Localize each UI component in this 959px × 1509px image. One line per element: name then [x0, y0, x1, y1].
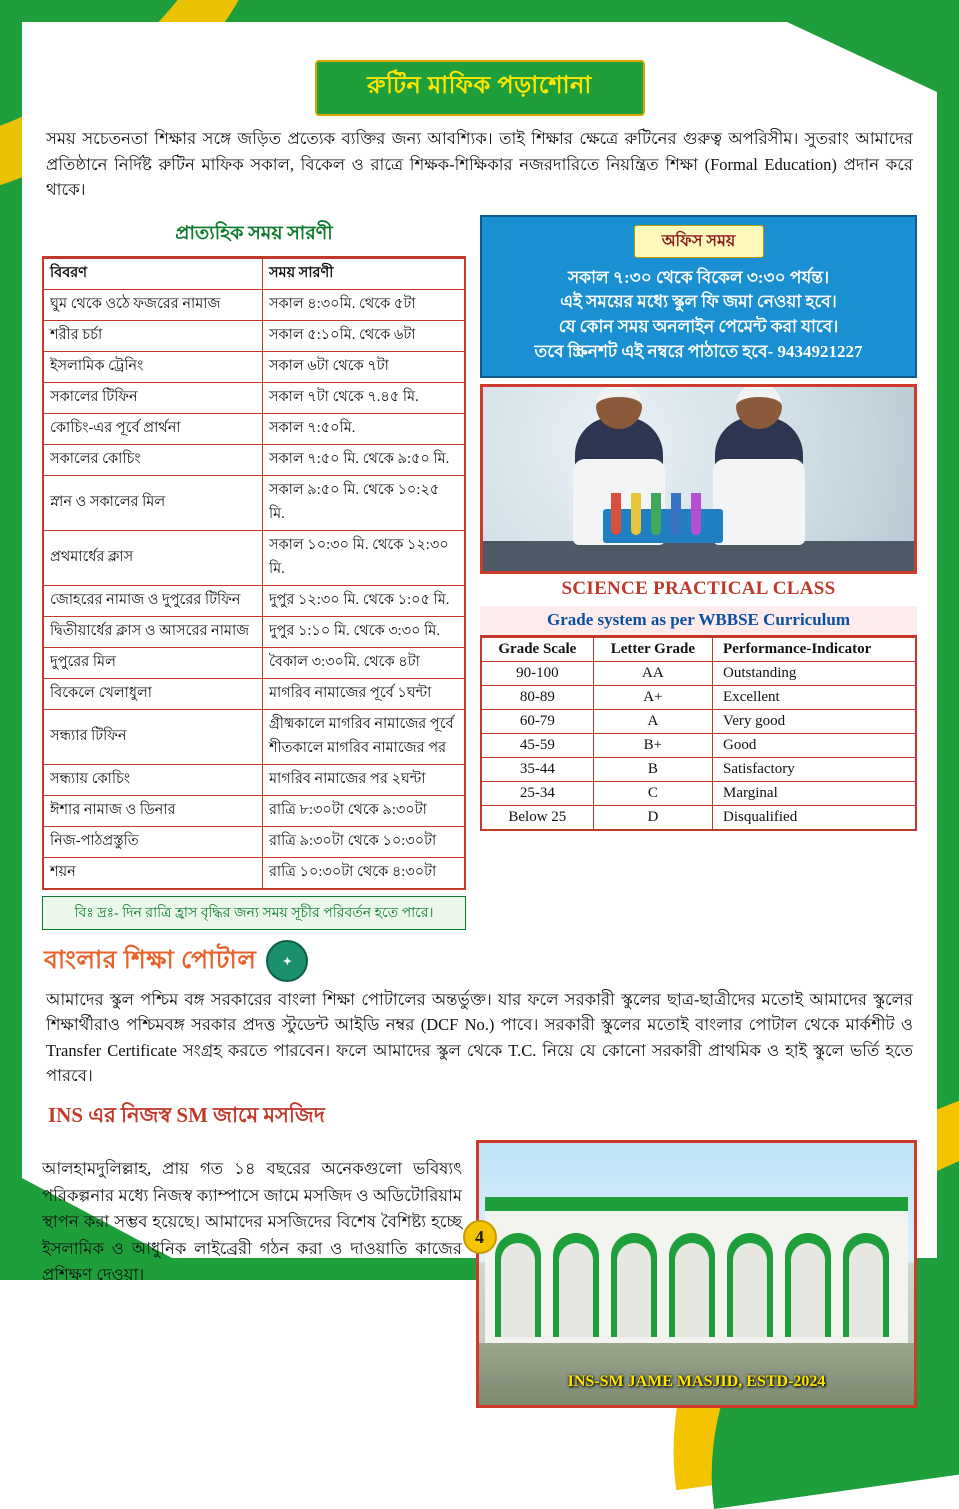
test-tube-3 — [651, 493, 661, 535]
grade-cell: Marginal — [713, 782, 916, 806]
routine-note: বিঃ দ্রঃ- দিন রাত্রি হ্রাস বৃদ্ধির জন্য সময় সূচীর পরিবর্তন হতে পারে। — [42, 896, 466, 930]
routine-cell: সকাল ৭টা থেকে ৭.৪৫ মি. — [262, 382, 465, 413]
routine-cell: বিকেলে খেলাধুলা — [43, 678, 262, 709]
masjid-arch-1 — [495, 1233, 541, 1337]
portal-title: বাংলার শিক্ষা পোটাল — [44, 946, 257, 974]
routine-cell: মাগরিব নামাজের পূর্বে ১ঘন্টা — [262, 678, 465, 709]
table-row — [43, 351, 465, 382]
table-row — [43, 857, 465, 889]
daily-routine-table — [42, 215, 466, 890]
routine-cell: সন্ধ্যার টিফিন — [43, 709, 262, 764]
office-hours-box — [480, 215, 917, 379]
science-photo-caption: SCIENCE PRACTICAL CLASS — [561, 578, 836, 600]
table-row — [43, 320, 465, 351]
table-row — [43, 530, 465, 585]
office-hours-line-2: এই সময়ের মধ্যে স্কুল ফি জমা নেওয়া হবে। — [560, 292, 837, 312]
grade-header-cell: Performance-Indicator — [713, 637, 916, 662]
portal-paragraph: আমাদের স্কুল পশ্চিম বঙ্গ সরকারের বাংলা শিক্ষা পোটালের অন্তর্ভুক্ত। যার ফলে সরকারী স্কুলের ছাত্র-ছাত্রীদের মতোই আমাদের স্কুলের শিক্ষার্থীরাও পশ্চিমবঙ্গ সরকার প্রদত্ত স্টুডেন্ট আইডি নম্বর (DCF No.) পাবে। সরকারী স্কুলের মতোই বাংলার পোটাল থেকে মার্কশীট ও Transfer Certificate সংগ্রহ করতে পারবেন। ফলে আমাদের স্কুল থেকে T.C. নিয়ে যে কোনো সরকারী প্রাথমিক ও হাই স্কুলে ভর্তি হতে পারবে। — [46, 989, 913, 1086]
grade-cell: 80-89 — [481, 686, 593, 710]
grade-cell: A+ — [593, 686, 712, 710]
masjid-photo-caption: INS-SM JAME MASJID, ESTD-2024 — [567, 1372, 826, 1390]
table-row — [481, 782, 916, 806]
page-number-badge: 4 — [463, 1220, 497, 1254]
table-row — [481, 686, 916, 710]
routine-cell: সন্ধ্যায় কোচিং — [43, 764, 262, 795]
routine-cell: সকালের টিফিন — [43, 382, 262, 413]
masjid-heading: INS এর নিজস্ব SM জামে মসজিদ — [48, 1102, 325, 1127]
grade-cell: AA — [593, 662, 712, 686]
routine-cell: সকাল ৬টা থেকে ৭টা — [262, 351, 465, 382]
routine-cell: প্রথমার্ধের ক্লাস — [43, 530, 262, 585]
main-columns — [42, 215, 917, 930]
student-head-left — [596, 384, 642, 429]
grade-cell: 45-59 — [481, 734, 593, 758]
table-row — [481, 806, 916, 831]
grade-header-row — [481, 637, 916, 662]
table-row — [43, 826, 465, 857]
routine-cell: দুপুর ১২:৩০ মি. থেকে ১:০৫ মি. — [262, 585, 465, 616]
table-row — [43, 382, 465, 413]
grade-cell: Very good — [713, 710, 916, 734]
grade-cell: D — [593, 806, 712, 831]
grade-header-cell: Letter Grade — [593, 637, 712, 662]
table-row — [43, 585, 465, 616]
page-title: রুটিন মাফিক পড়াশোনা — [367, 73, 592, 99]
routine-cell: সকালের কোচিং — [43, 444, 262, 475]
grade-cell: C — [593, 782, 712, 806]
grade-cell: A — [593, 710, 712, 734]
routine-cell: দুপুরের মিল — [43, 647, 262, 678]
grade-cell: 35-44 — [481, 758, 593, 782]
routine-cell: কোচিং-এর পূর্বে প্রার্থনা — [43, 413, 262, 444]
test-tube-2 — [631, 493, 641, 535]
table-row — [43, 764, 465, 795]
test-tube-5 — [691, 493, 701, 535]
routine-cell: দুপুর ১:১০ মি. থেকে ৩:৩০ মি. — [262, 616, 465, 647]
routine-cell: নিজ-পাঠপ্রস্তুতি — [43, 826, 262, 857]
routine-header-cell: সময় সারণী — [262, 258, 465, 290]
routine-header-cell: বিবরণ — [43, 258, 262, 290]
grade-cell: Disqualified — [713, 806, 916, 831]
masjid-arch-2 — [553, 1233, 599, 1337]
routine-cell: শরীর চর্চা — [43, 320, 262, 351]
masjid-arch-4 — [669, 1233, 715, 1337]
grade-cell: B+ — [593, 734, 712, 758]
routine-cell: গ্রীষ্মকালে মাগরিব নামাজের পূর্বে শীতকালে মাগরিব নামাজের পর — [262, 709, 465, 764]
info-column — [480, 215, 917, 832]
office-hours-line-4: তবে স্ক্রিনশট এই নম্বরে পাঠাতে হবে- 9434921227 — [534, 341, 863, 361]
test-tube-rack — [603, 509, 723, 543]
routine-cell: শয়ন — [43, 857, 262, 889]
table-row — [481, 710, 916, 734]
student-head-right — [736, 384, 782, 429]
test-tube-1 — [611, 493, 621, 535]
table-row — [43, 444, 465, 475]
masjid-arch-6 — [785, 1233, 831, 1337]
grade-cell: 25-34 — [481, 782, 593, 806]
table-row — [43, 413, 465, 444]
routine-cell: সকাল ৪:৩০মি. থেকে ৫টা — [262, 289, 465, 320]
masjid-photo — [476, 1140, 917, 1408]
routine-cell: রাত্রি ৯:৩০টা থেকে ১০:৩০টা — [262, 826, 465, 857]
table-row — [481, 758, 916, 782]
science-practical-photo — [480, 384, 917, 574]
routine-cell: সকাল ৭:৫০ মি. থেকে ৯:৫০ মি. — [262, 444, 465, 475]
table-row — [481, 734, 916, 758]
intro-paragraph: সময় সচেতনতা শিক্ষার সঙ্গে জড়িত প্রত্যেক ব্যক্তির জন্য আবশ্যিক। তাই শিক্ষার ক্ষেত্রে রুটিনের গুরুত্ব অপরিসীম। সুতরাং আমাদের প্রতিষ্ঠানে নির্দিষ্ট রুটিন মাফিক সকাল, বিকেল ও রাত্রে শিক্ষক-শিক্ষিকার নজরদারিতে নিয়ন্ত্রিত শিক্ষা (Formal Education) প্রদান করে থাকে। — [46, 129, 913, 200]
student-figure-right — [715, 417, 803, 545]
table-row — [43, 289, 465, 320]
table-row — [43, 795, 465, 826]
routine-column — [42, 215, 466, 930]
masjid-paragraph: আলহামদুলিল্লাহ, প্রায় গত ১৪ বছরের অনেকগুলো ভবিষ্যৎ পরিকল্পনার মধ্যে নিজস্ব ক্যাম্পাসে জামে মসজিদ ও অডিটোরিয়াম স্থাপন করা সম্ভব হয়েছে। আমাদের মসজিদের বিশেষ বৈশিষ্ট্য হচ্ছে ইসলামিক ও আধুনিক লাইব্রেরী গঠন করা ও দাওয়াতি কাজের প্রশিক্ষণ দেওয়া। — [42, 1159, 462, 1284]
office-hours-line-1: সকাল ৭:৩০ থেকে বিকেল ৩:৩০ পর্যন্ত। — [567, 267, 830, 287]
masjid-arch-7 — [843, 1233, 889, 1337]
lab-bench — [483, 541, 914, 571]
grade-system-table — [480, 606, 917, 831]
office-hours-badge: অফিস সময় — [634, 225, 764, 258]
grade-cell: Below 25 — [481, 806, 593, 831]
routine-cell: সকাল ৫:১০মি. থেকে ৬টা — [262, 320, 465, 351]
masjid-section — [42, 1140, 917, 1408]
routine-cell: রাত্রি ৮:৩০টা থেকে ৯:৩০টা — [262, 795, 465, 826]
grade-cell: Outstanding — [713, 662, 916, 686]
grade-cell: Excellent — [713, 686, 916, 710]
table-row — [43, 647, 465, 678]
portal-heading-row — [44, 940, 915, 983]
routine-cell: সকাল ১০:৩০ মি. থেকে ১২:৩০ মি. — [262, 530, 465, 585]
routine-cell: ঈশার নামাজ ও ডিনার — [43, 795, 262, 826]
routine-cell: দ্বিতীয়ার্ধের ক্লাস ও আসরের নামাজ — [43, 616, 262, 647]
routine-table-caption: প্রাত্যহিক সময় সারণী — [42, 215, 466, 257]
routine-cell: জোহরের নামাজ ও দুপুরের টিফিন — [43, 585, 262, 616]
routine-cell: রাত্রি ১০:৩০টা থেকে ৪:৩০টা — [262, 857, 465, 889]
table-row — [43, 709, 465, 764]
office-hours-line-3: যে কোন সময় অনলাইন পেমেন্ট করা যাবে। — [558, 316, 839, 336]
banglar-shiksha-logo-icon: ✦ — [266, 940, 308, 982]
routine-cell: সকাল ৭:৫০মি. — [262, 413, 465, 444]
grade-cell: B — [593, 758, 712, 782]
lab-coat-right — [713, 459, 805, 545]
grade-table-caption: Grade system as per WBBSE Curriculum — [480, 606, 917, 636]
routine-cell: ঘুম থেকে ওঠে ফজরের নামাজ — [43, 289, 262, 320]
grade-header-cell: Grade Scale — [481, 637, 593, 662]
table-row — [43, 475, 465, 530]
routine-cell: স্নান ও সকালের মিল — [43, 475, 262, 530]
grade-cell: Good — [713, 734, 916, 758]
routine-cell: সকাল ৯:৫০ মি. থেকে ১০:২৫ মি. — [262, 475, 465, 530]
table-row — [43, 616, 465, 647]
routine-cell: বৈকাল ৩:৩০মি. থেকে ৪টা — [262, 647, 465, 678]
page-content — [22, 22, 937, 1390]
grade-cell: 90-100 — [481, 662, 593, 686]
grade-cell: Satisfactory — [713, 758, 916, 782]
routine-header-row — [43, 258, 465, 290]
routine-cell: ইসলামিক ট্রেনিং — [43, 351, 262, 382]
grade-cell: 60-79 — [481, 710, 593, 734]
page-title-ribbon — [315, 60, 645, 116]
table-row — [481, 662, 916, 686]
table-row — [43, 678, 465, 709]
masjid-arch-5 — [727, 1233, 773, 1337]
routine-cell: মাগরিব নামাজের পর ২ঘন্টা — [262, 764, 465, 795]
test-tube-4 — [671, 493, 681, 535]
masjid-arch-3 — [611, 1233, 657, 1337]
masjid-building — [485, 1197, 908, 1347]
